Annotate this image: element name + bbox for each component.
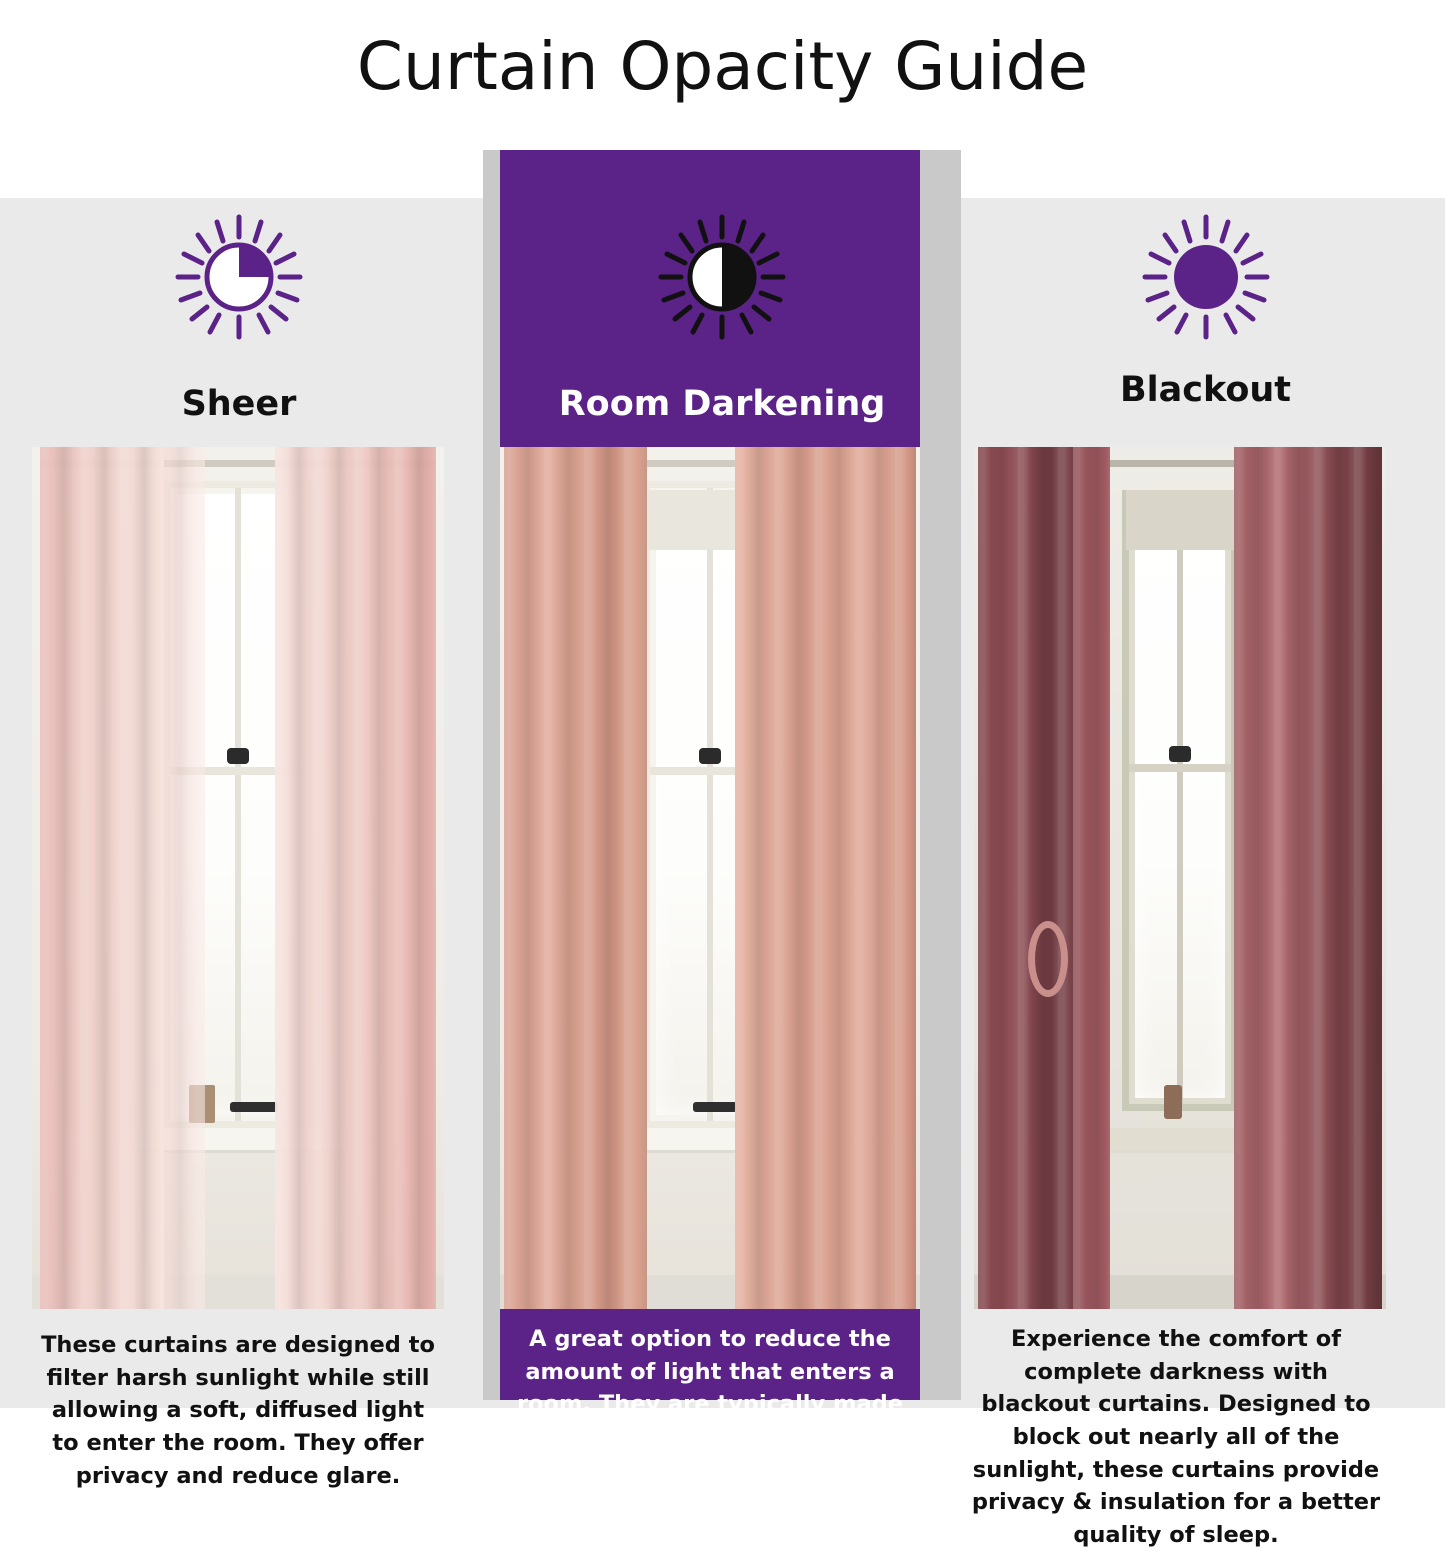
sun-quarter-filled-icon (0, 206, 478, 356)
curtain-tieback (1028, 921, 1068, 997)
sun-half-filled-icon (483, 206, 961, 356)
column-room-darkening[interactable] (483, 198, 961, 1516)
columns-container (0, 198, 1445, 1548)
page-title: Curtain Opacity Guide (356, 28, 1089, 105)
photo-sheer (32, 447, 444, 1309)
column-label-sheer: Sheer (181, 384, 297, 424)
column-blackout[interactable] (966, 198, 1445, 1548)
photo-room-darkening (500, 447, 920, 1309)
photo-blackout (974, 447, 1386, 1309)
sun-full-filled-icon (966, 206, 1445, 356)
description-sheer: These curtains are designed to filter harsh sunlight while still allowing a soft, diffused light to enter the room. They offer privacy and reduce glare. (41, 1332, 435, 1489)
column-label-room-darkening: Room Darkening (558, 384, 886, 424)
description-room-darkening: A great option to reduce the amount of light that enters a room. They are typically made of a slightly less opaque fabric than blackout curtains & allow some light to pass through. (514, 1326, 906, 1516)
column-label-blackout: Blackout (1119, 370, 1292, 410)
column-sheer[interactable] (0, 198, 478, 1489)
description-blackout: Experience the comfort of complete darkness with blackout curtains. Designed to block out nearly all of the sunlight, these curtains provide privacy & insulation for a better quality of sleep. (971, 1326, 1381, 1548)
